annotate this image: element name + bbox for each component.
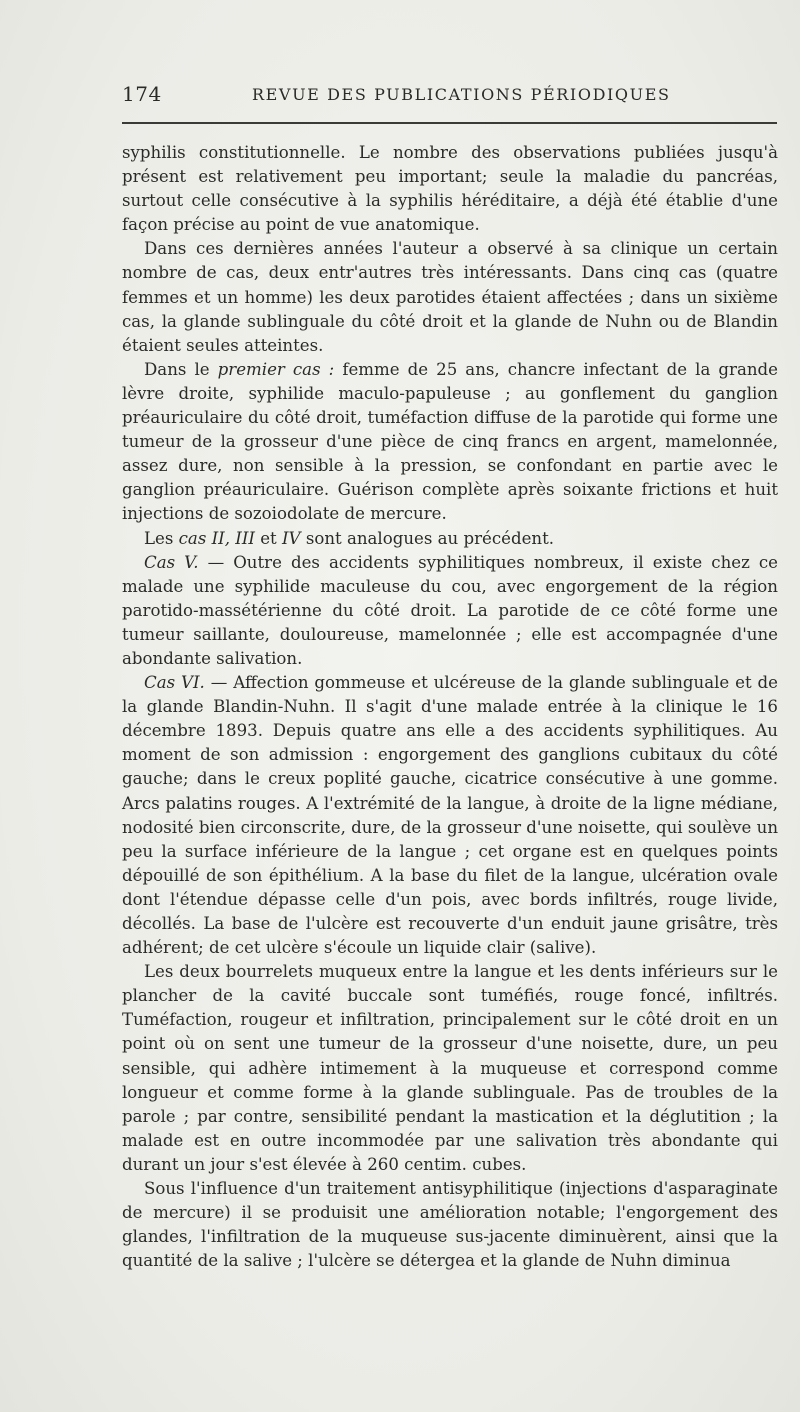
paragraph-text: Sous l'influence d'un traitement antisyphilitique (injections d'asparaginate de mercure) il se produisit une amélioration notable; l'engorgement des glandes, l'infiltration de la muqueuse sus-jacente diminuèrent, ainsi que la quantité de la salive ; l'ulcère se détergea et la glande de Nuhn diminua	[122, 1179, 778, 1271]
paragraph-text: — Affection gommeuse et ulcéreuse de la glande sublinguale et de la glande Blandin-Nuhn. Il s'agit d'une malade entrée à la clinique le 16 décembre 1893. Depuis quatre ans elle a des accidents syphilitiques. Au moment de son admission : engorgement des ganglions cubitaux du côté gauche; dans le creux poplité gauche, cicatrice consécutive à une gomme. Arcs palatins rouges. A l'extrémité de la langue, à droite de la ligne médiane, nodosité bien circonscrite, dure, de la grosseur d'une noisette, qui soulève un peu la surface inférieure de la langue ; cet organe est en quelques points dépouillé de son épithélium. A la base du filet de la langue, ulcération ovale dont l'étendue dépasse celle d'un pois, avec bords infiltrés, rouge livide, décollés. La base de l'ulcère est recouverte d'un enduit jaune grisâtre, très adhérent; de cet ulcère s'écoule un liquide clair (salive).	[122, 673, 779, 958]
paragraph-treatment	[122, 1177, 778, 1273]
paragraph-text: Les deux bourrelets muqueux entre la langue et les dents inférieurs sur le plancher de la cavité buccale sont tuméfiés, rouge foncé, infiltrés. Tuméfaction, rougeur et infiltration, principalement sur le côté droit en un point où on sent une tumeur de la grosseur d'une noisette, dure, un peu sensible, qui adhère intimement à la muqueuse et correspond comme longueur et comme forme à la glande sublinguale. Pas de troubles de la parole ; par contre, sensibilité pendant la mastication et la déglutition ; la malade est en outre incommodée par une salivation très abondante qui durant un jour s'est élevée à 260 centim. cubes.	[122, 962, 778, 1174]
paragraph-clinic-cases	[122, 237, 778, 357]
paragraph-case-5	[122, 551, 778, 671]
case-heading: Cas V.	[144, 552, 199, 572]
article-body	[122, 141, 778, 1273]
case-heading: premier cas :	[217, 359, 335, 379]
paragraph-lead: Les	[144, 528, 179, 548]
paragraph-cases-2-4	[122, 527, 778, 551]
paragraph-lead: Dans le	[144, 359, 218, 379]
page-header	[122, 82, 777, 112]
paragraph-text: femme de 25 ans, chancre infectant de la grande lèvre droite, syphilide maculo-papuleuse ; au gonflement du ganglion préauriculaire du côté droit, tuméfaction diffuse de la parotide qui forme une tumeur de la grosseur d'une pièce de cinq francs en argent, mamelonnée, assez dure, non sensible à la pression, se confondant en partie avec le ganglion préauriculaire. Guérison complète après soixante frictions et huit injections de sozoiodolate de mercure.	[122, 359, 778, 524]
paragraph-text: Dans ces dernières années l'auteur a observé à sa clinique un certain nombre de cas, deux entr'autres très intéressants. Dans cinq cas (quatre femmes et un homme) les deux parotides étaient affectées ; dans un sixième cas, la glande sublinguale du côté droit et la glande de Nuhn ou de Blandin étaient seules atteintes.	[122, 239, 778, 355]
paragraph-case-6	[122, 671, 778, 960]
paragraph-text: syphilis constitutionnelle. Le nombre des observations publiées jusqu'à présent est relativement peu important; seule la maladie du pancréas, surtout celle consécutive à la syphilis héréditaire, a déjà été établie d'une façon précise au point de vue anatomique.	[122, 143, 778, 235]
case-heading: IV	[282, 528, 301, 548]
paragraph-text: — Outre des accidents syphilitiques nombreux, il existe chez ce malade une syphilide maculeuse du cou, avec engorgement de la région parotido-massétérienne du côté droit. La parotide de ce côté forme une tumeur saillante, douloureuse, mamelonnée ; elle est accompagnée d'une abondante salivation.	[122, 552, 778, 668]
paragraph-connector: et	[254, 528, 282, 548]
case-heading: cas II, III	[178, 528, 255, 548]
page-number: 174	[122, 82, 162, 106]
paragraph-case-6-findings	[122, 960, 778, 1177]
paragraph-case-1	[122, 358, 778, 527]
paragraph-continuation	[122, 141, 778, 237]
paragraph-text: sont analogues au précédent.	[300, 528, 555, 548]
header-rule	[122, 122, 777, 124]
running-title: REVUE DES PUBLICATIONS PÉRIODIQUES	[252, 85, 671, 104]
case-heading: Cas VI.	[144, 673, 205, 693]
